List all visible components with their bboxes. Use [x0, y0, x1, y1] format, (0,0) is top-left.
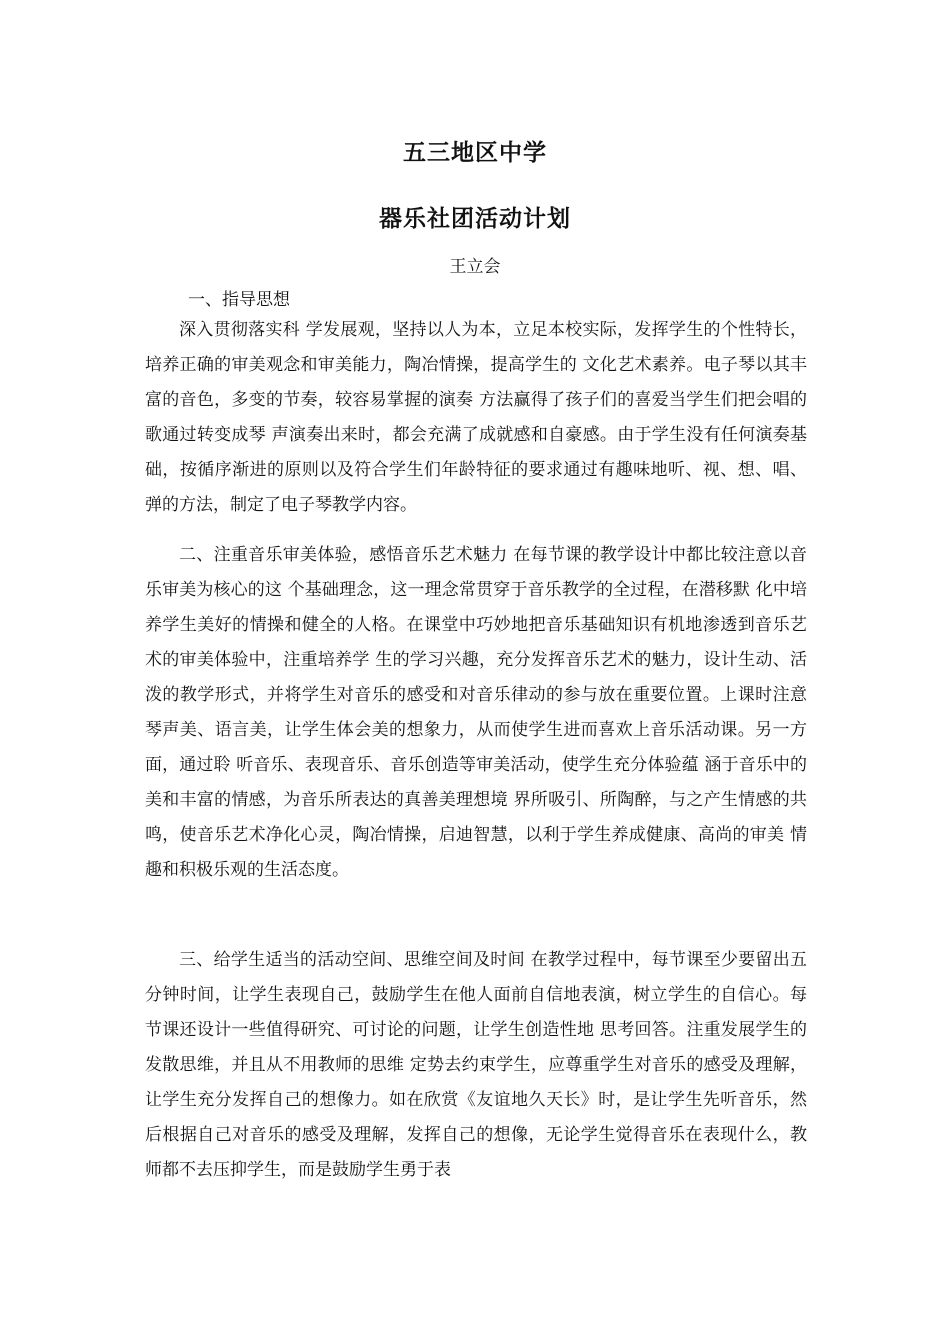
- school-title: 五三地区中学: [403, 139, 547, 166]
- paragraph-aesthetic-experience: 二、注重音乐审美体验，感悟音乐艺术魅力 在每节课的教学设计中都比较注意以音乐审美为核心的这 个基础理念，这一理念常贯穿于音乐教学的全过程，在潜移默 化中培养学生美好的情操和健全的人格。在课堂中巧妙地把音乐基础知识有机地渗透到音乐艺术的审美体验中，注重培养学 生的学习兴趣，充分发挥音乐艺术的魅力，设计生动、活泼的教学形式，并将学生对音乐的感受和对音乐律动的参与放在重要位置。上课时注意琴声美、语言美，让学生体会美的想象力，从而使学生进而喜欢上音乐活动课。另一方面，通过聆 听音乐、表现音乐、音乐创造等审美活动，使学生充分体验蕴 涵于音乐中的美和丰富的情感，为音乐所表达的真善美理想境 界所吸引、所陶醉，与之产生情感的共鸣，使音乐艺术净化心灵，陶冶情操，启迪智慧，以利于学生养成健康、高尚的审美 情趣和积极乐观的生活态度。: [145, 545, 807, 880]
- section-heading-guiding-idea: 一、指导思想: [188, 290, 290, 310]
- author-name: 王立会: [449, 257, 501, 277]
- plan-title: 器乐社团活动计划: [379, 205, 571, 232]
- paragraph-activity-space: 三、给学生适当的活动空间、思维空间及时间 在教学过程中，每节课至少要留出五分钟时间，让学生表现自己，鼓励学生在他人面前自信地表演，树立学生的自信心。每节课还设计一些值得研究、可讨论的问题，让学生创造性地 思考回答。注重发展学生的发散思维，并且从不用教师的思维 定势去约束学生，应尊重学生对音乐的感受及理解，让学生充分发挥自己的想像力。如在欣赏《友谊地久天长》时，是让学生先听音乐，然后根据自己对音乐的感受及理解，发挥自己的想像，无论学生觉得音乐在表现什么，教师都不去压抑学生，而是鼓励学生勇于表: [145, 950, 807, 1180]
- paragraph-guiding-idea: 深入贯彻落实科 学发展观，坚持以人为本，立足本校实际，发挥学生的个性特长，培养正确的审美观念和审美能力，陶冶情操，提高学生的 文化艺术素养。电子琴以其丰富的音色，多变的节奏，较容易掌握的演奏 方法赢得了孩子们的喜爱当学生们把会唱的歌通过转变成琴 声演奏出来时，都会充满了成就感和自豪感。由于学生没有任何演奏基础，按循序渐进的原则以及符合学生们年龄特征的要求通过有趣味地听、视、想、唱、弹的方法，制定了电子琴教学内容。: [145, 320, 807, 515]
